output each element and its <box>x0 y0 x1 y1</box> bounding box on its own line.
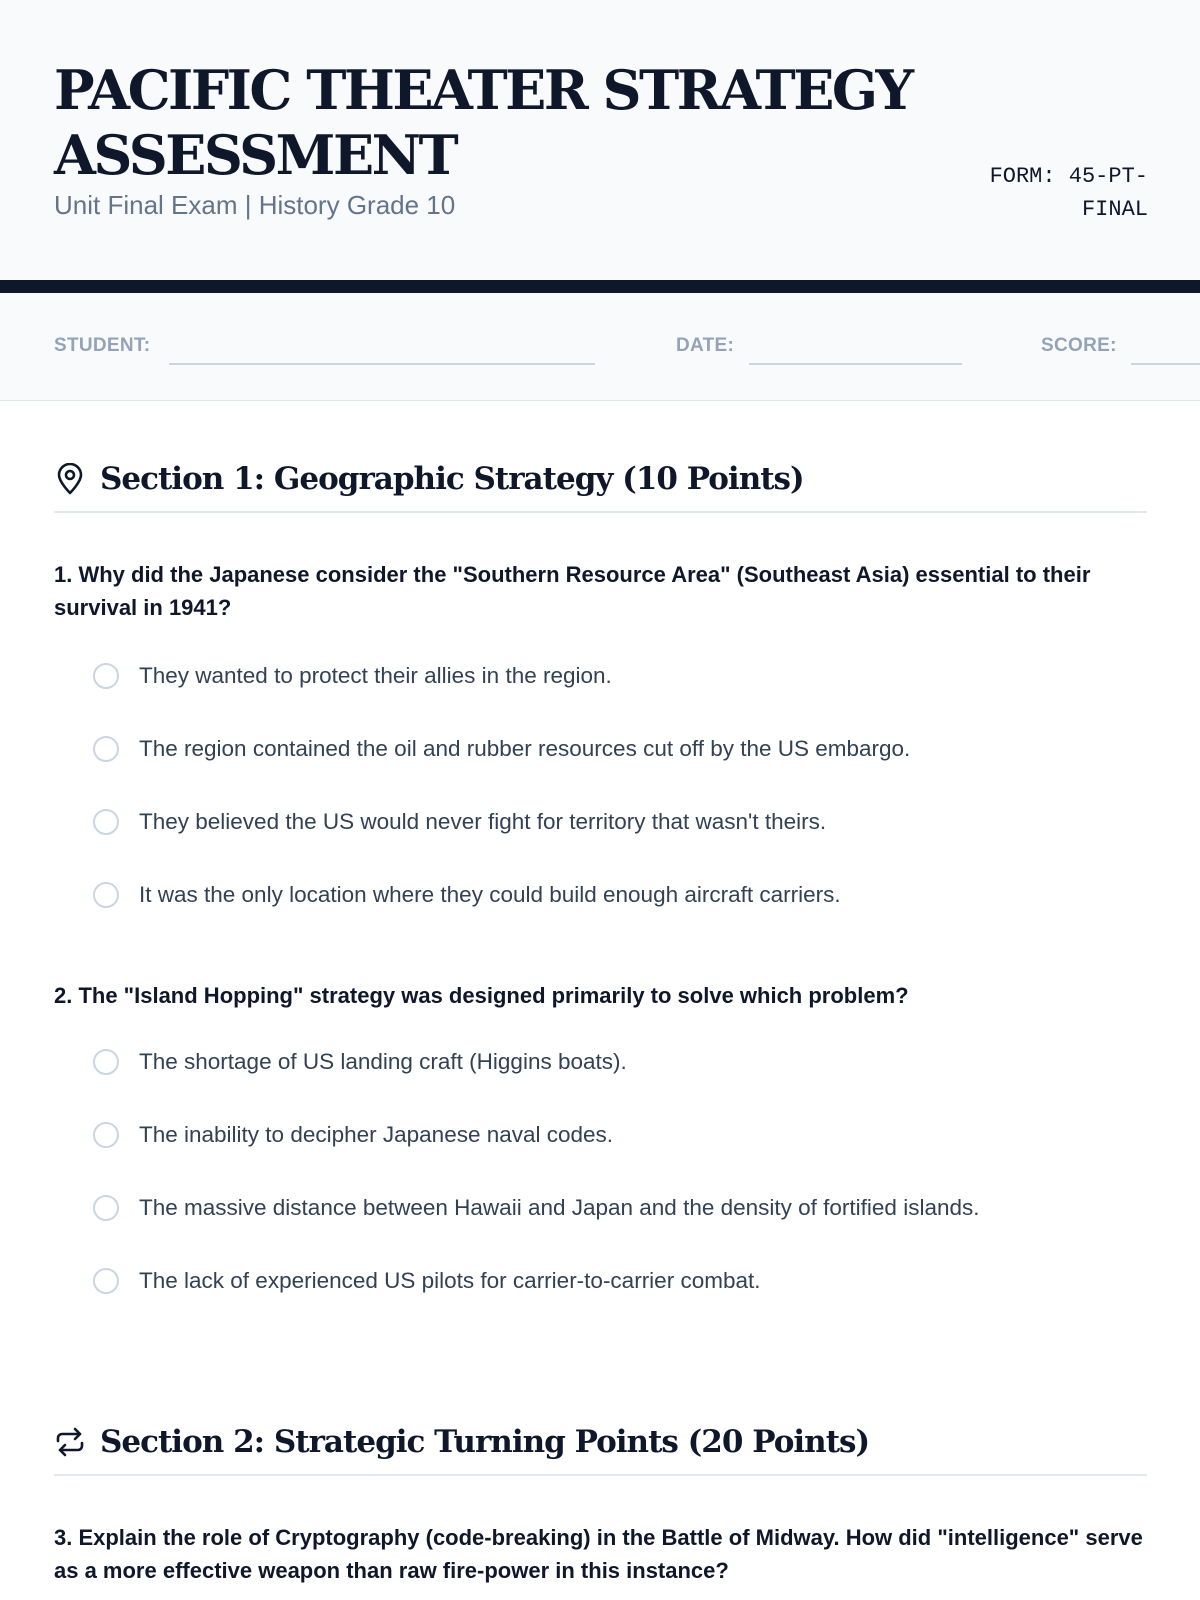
student-info-bar <box>0 293 1200 401</box>
radio-button[interactable] <box>93 1122 119 1148</box>
score-field[interactable] <box>1131 363 1200 365</box>
form-code: FORM: 45-PT-FINAL <box>989 164 1148 222</box>
radio-button[interactable] <box>93 1049 119 1075</box>
radio-button[interactable] <box>93 809 119 835</box>
section-2-header <box>54 1410 1147 1476</box>
map-pin-icon <box>54 463 86 495</box>
exam-title: PACIFIC THEATER STRATEGY ASSESSMENT <box>54 58 912 187</box>
question-2-option-c[interactable] <box>93 1192 980 1224</box>
radio-button[interactable] <box>93 663 119 689</box>
option-label: They wanted to protect their allies in the region. <box>139 663 612 688</box>
exam-header <box>0 0 1200 280</box>
repeat-arrows-icon <box>54 1426 86 1458</box>
question-2-option-a[interactable] <box>93 1046 627 1078</box>
question-1-option-b[interactable] <box>93 733 910 765</box>
radio-button[interactable] <box>93 1195 119 1221</box>
student-field[interactable] <box>169 363 595 365</box>
option-label: The inability to decipher Japanese naval codes. <box>139 1122 614 1147</box>
question-3: 3. Explain the role of Cryptography (code-breaking) in the Battle of Midway. How did "intelligence" serve as a more effective weapon than raw fire-power in this instance? <box>54 1525 1143 1583</box>
question-2-option-b[interactable] <box>93 1119 613 1151</box>
radio-button[interactable] <box>93 736 119 762</box>
question-1-option-a[interactable] <box>93 660 612 692</box>
option-label: They believed the US would never fight for territory that wasn't theirs. <box>139 809 827 834</box>
exam-subtitle: Unit Final Exam | History Grade 10 <box>54 190 456 220</box>
header-divider <box>0 280 1200 293</box>
section-2-title: Section 2: Strategic Turning Points (20 Points) <box>100 1424 870 1460</box>
question-1-option-c[interactable] <box>93 806 826 838</box>
radio-button[interactable] <box>93 882 119 908</box>
option-label: The shortage of US landing craft (Higgins boats). <box>139 1049 627 1074</box>
option-label: The massive distance between Hawaii and Japan and the density of fortified islands. <box>139 1195 980 1220</box>
question-1-option-d[interactable] <box>93 879 841 911</box>
date-field[interactable] <box>749 363 962 365</box>
question-2-option-d[interactable] <box>93 1265 760 1297</box>
student-label: STUDENT: <box>54 335 151 356</box>
section-1-title: Section 1: Geographic Strategy (10 Points) <box>100 461 804 497</box>
question-2: 2. The "Island Hopping" strategy was designed primarily to solve which problem? <box>54 983 909 1008</box>
question-1: 1. Why did the Japanese consider the "Southern Resource Area" (Southeast Asia) essential to their survival in 1941? <box>54 562 1091 620</box>
option-label: The lack of experienced US pilots for carrier-to-carrier combat. <box>139 1268 761 1293</box>
radio-button[interactable] <box>93 1268 119 1294</box>
date-label: DATE: <box>676 335 735 356</box>
score-label: SCORE: <box>1041 335 1117 356</box>
section-1-header <box>54 447 1147 513</box>
option-label: The region contained the oil and rubber resources cut off by the US embargo. <box>139 736 911 761</box>
option-label: It was the only location where they could build enough aircraft carriers. <box>139 882 841 907</box>
